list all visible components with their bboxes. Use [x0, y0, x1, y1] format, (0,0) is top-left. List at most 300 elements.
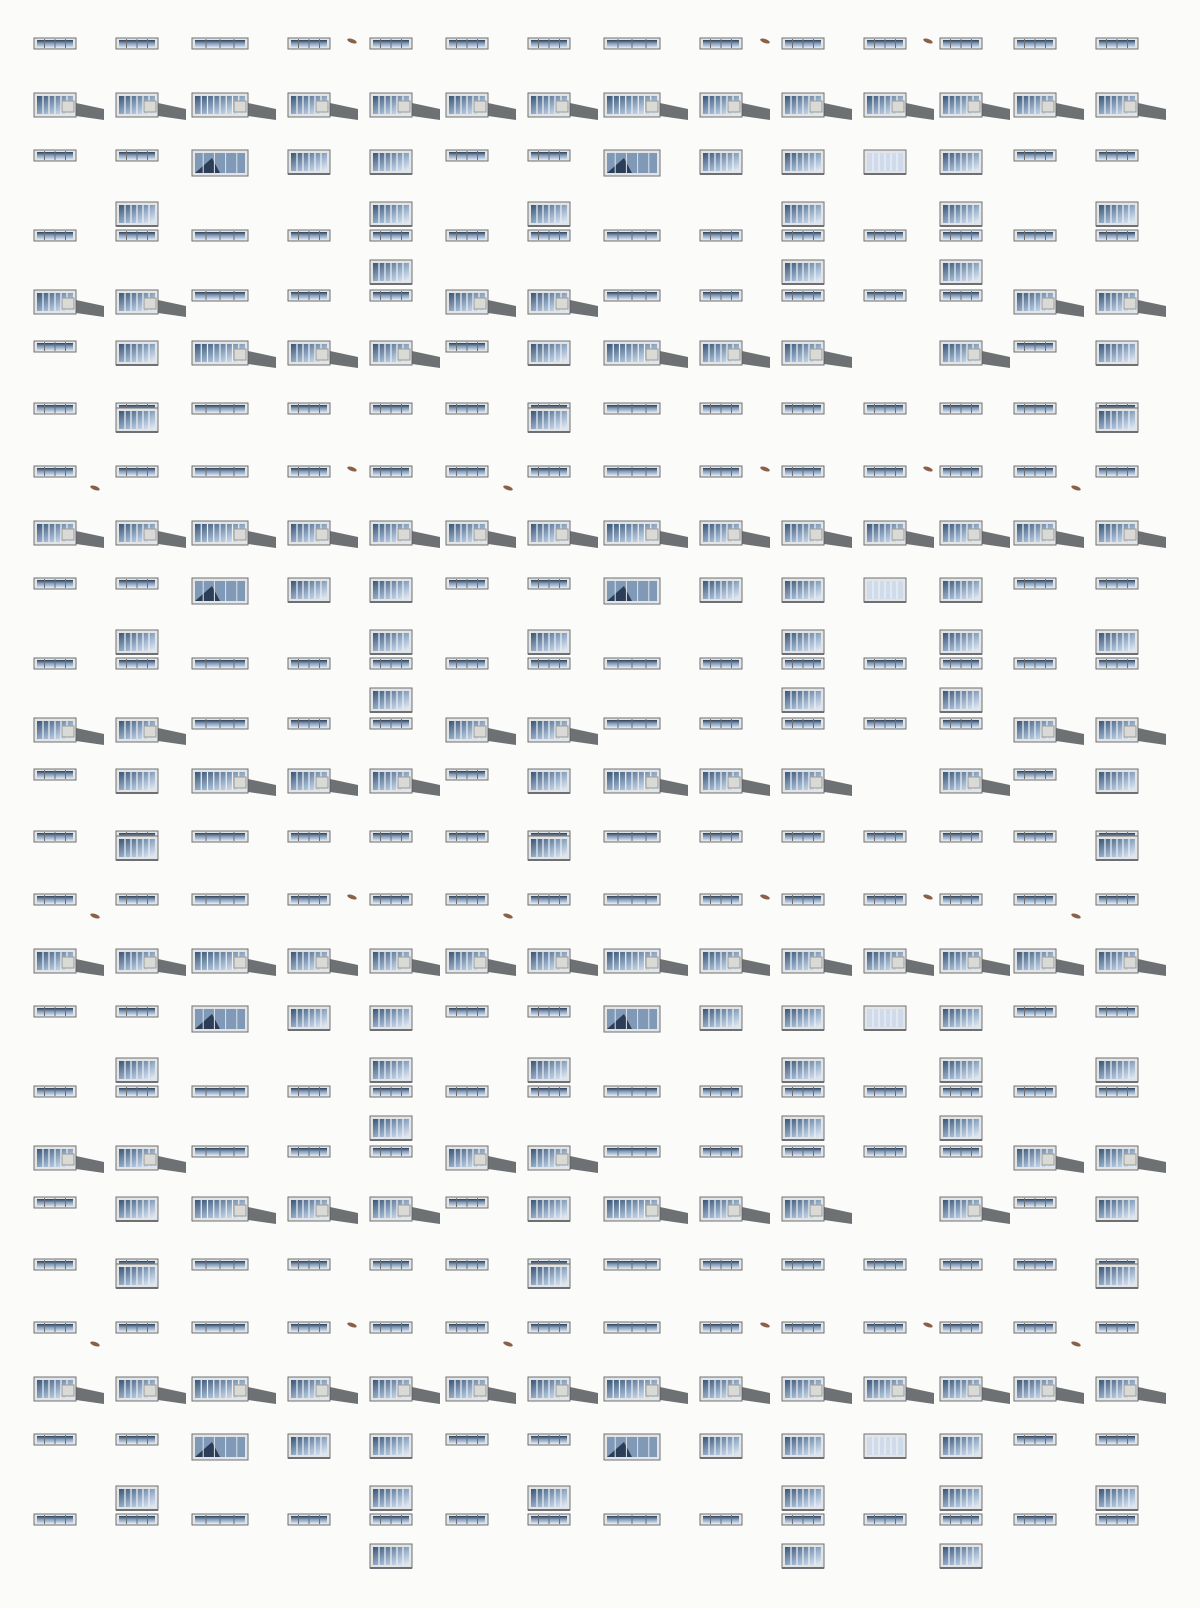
square-window — [116, 1486, 158, 1510]
narrow-window — [288, 658, 330, 669]
narrow-window — [864, 718, 906, 729]
square-window — [116, 836, 158, 860]
square-window — [1096, 341, 1138, 365]
ac-unit — [810, 777, 822, 788]
narrow-window — [940, 290, 982, 301]
ac-unit — [144, 298, 156, 309]
narrow-window — [782, 230, 824, 241]
ac-unit — [728, 101, 740, 112]
narrow-window — [288, 230, 330, 241]
narrow-window — [192, 1086, 248, 1097]
square-window — [940, 1116, 982, 1140]
narrow-window — [288, 1514, 330, 1525]
square-window — [940, 1434, 982, 1458]
ac-unit — [234, 1205, 246, 1216]
square-window — [700, 578, 742, 602]
narrow-window — [370, 831, 412, 842]
narrow-window — [34, 894, 76, 905]
ac-unit — [968, 1205, 980, 1216]
square-window — [864, 578, 906, 602]
narrow-window — [940, 466, 982, 477]
narrow-window — [1014, 1434, 1056, 1445]
narrow-window — [1014, 38, 1056, 49]
narrow-window — [604, 230, 660, 241]
narrow-window — [34, 1322, 76, 1333]
large-window — [604, 578, 660, 604]
square-window — [782, 1544, 824, 1568]
narrow-window — [34, 230, 76, 241]
narrow-window — [34, 466, 76, 477]
square-window — [370, 578, 412, 602]
ac-unit — [810, 957, 822, 968]
ac-unit — [234, 1385, 246, 1396]
ac-unit — [62, 529, 74, 540]
narrow-window — [34, 1086, 76, 1097]
ac-unit — [398, 1205, 410, 1216]
narrow-window — [370, 403, 412, 414]
square-window — [528, 1058, 570, 1082]
narrow-window — [700, 718, 742, 729]
narrow-window — [700, 1514, 742, 1525]
narrow-window — [116, 230, 158, 241]
narrow-window — [446, 1086, 488, 1097]
ac-unit — [144, 529, 156, 540]
narrow-window — [116, 578, 158, 589]
ac-unit — [316, 101, 328, 112]
narrow-window — [288, 38, 330, 49]
narrow-window — [1014, 1514, 1056, 1525]
narrow-window — [782, 1086, 824, 1097]
square-window — [940, 630, 982, 654]
narrow-window — [1014, 1259, 1056, 1270]
narrow-window — [528, 150, 570, 161]
square-window — [782, 1116, 824, 1140]
ac-unit — [646, 957, 658, 968]
ac-unit — [1042, 529, 1054, 540]
narrow-window — [604, 403, 660, 414]
ac-unit — [728, 529, 740, 540]
square-window — [940, 202, 982, 226]
ac-unit — [1042, 101, 1054, 112]
ac-unit — [474, 529, 486, 540]
narrow-window — [940, 831, 982, 842]
square-window — [782, 578, 824, 602]
ac-unit — [144, 1154, 156, 1165]
narrow-window — [1014, 1006, 1056, 1017]
narrow-window — [604, 1514, 660, 1525]
ac-unit — [144, 726, 156, 737]
narrow-window — [1096, 1086, 1138, 1097]
ac-unit — [474, 298, 486, 309]
ac-unit — [316, 529, 328, 540]
narrow-window — [864, 658, 906, 669]
square-window — [782, 260, 824, 284]
square-window — [288, 150, 330, 174]
narrow-window — [940, 1514, 982, 1525]
square-window — [1096, 836, 1138, 860]
narrow-window — [446, 1197, 488, 1208]
narrow-window — [1014, 1322, 1056, 1333]
narrow-window — [288, 403, 330, 414]
narrow-window — [864, 894, 906, 905]
square-window — [370, 1544, 412, 1568]
large-window — [192, 1006, 248, 1032]
narrow-window — [1096, 1514, 1138, 1525]
narrow-window — [604, 1146, 660, 1157]
narrow-window — [700, 1259, 742, 1270]
narrow-window — [370, 1146, 412, 1157]
narrow-window — [528, 1434, 570, 1445]
narrow-window — [1014, 1197, 1056, 1208]
narrow-window — [116, 1434, 158, 1445]
ac-unit — [62, 1154, 74, 1165]
square-window — [528, 1197, 570, 1221]
ac-unit — [398, 1385, 410, 1396]
ac-unit — [1042, 1154, 1054, 1165]
square-window — [782, 688, 824, 712]
narrow-window — [1014, 341, 1056, 352]
narrow-window — [700, 831, 742, 842]
narrow-window — [864, 831, 906, 842]
ac-unit — [892, 529, 904, 540]
narrow-window — [604, 894, 660, 905]
narrow-window — [446, 341, 488, 352]
narrow-window — [370, 1259, 412, 1270]
square-window — [528, 202, 570, 226]
narrow-window — [116, 1086, 158, 1097]
narrow-window — [864, 1146, 906, 1157]
narrow-window — [604, 1086, 660, 1097]
ac-unit — [728, 1385, 740, 1396]
ac-unit — [810, 349, 822, 360]
ac-unit — [556, 1154, 568, 1165]
ac-unit — [810, 1385, 822, 1396]
narrow-window — [1096, 38, 1138, 49]
ac-unit — [1124, 726, 1136, 737]
ac-unit — [968, 101, 980, 112]
narrow-window — [192, 718, 248, 729]
narrow-window — [34, 1514, 76, 1525]
square-window — [370, 1058, 412, 1082]
square-window — [782, 150, 824, 174]
narrow-window — [446, 769, 488, 780]
ac-unit — [62, 101, 74, 112]
narrow-window — [446, 466, 488, 477]
narrow-window — [192, 38, 248, 49]
ac-unit — [398, 529, 410, 540]
narrow-window — [34, 38, 76, 49]
ac-unit — [728, 1205, 740, 1216]
ac-unit — [556, 298, 568, 309]
square-window — [940, 1486, 982, 1510]
narrow-window — [34, 150, 76, 161]
ac-unit — [646, 1205, 658, 1216]
large-window — [604, 150, 660, 176]
square-window — [370, 1434, 412, 1458]
narrow-window — [782, 38, 824, 49]
narrow-window — [192, 1322, 248, 1333]
square-window — [782, 630, 824, 654]
narrow-window — [34, 658, 76, 669]
ac-unit — [810, 101, 822, 112]
square-window — [940, 1544, 982, 1568]
ac-unit — [1042, 957, 1054, 968]
narrow-window — [370, 1322, 412, 1333]
narrow-window — [782, 1514, 824, 1525]
narrow-window — [528, 894, 570, 905]
narrow-window — [34, 769, 76, 780]
ac-unit — [1124, 298, 1136, 309]
narrow-window — [288, 466, 330, 477]
ac-unit — [398, 101, 410, 112]
narrow-window — [1014, 150, 1056, 161]
square-window — [288, 1006, 330, 1030]
narrow-window — [1014, 230, 1056, 241]
narrow-window — [604, 466, 660, 477]
ac-unit — [234, 349, 246, 360]
narrow-window — [782, 1322, 824, 1333]
ac-unit — [968, 349, 980, 360]
narrow-window — [116, 150, 158, 161]
narrow-window — [700, 1322, 742, 1333]
ac-unit — [144, 1385, 156, 1396]
narrow-window — [446, 403, 488, 414]
large-window — [192, 1434, 248, 1460]
square-window — [370, 1116, 412, 1140]
square-window — [1096, 1486, 1138, 1510]
narrow-window — [288, 1322, 330, 1333]
narrow-window — [940, 403, 982, 414]
ac-unit — [62, 957, 74, 968]
narrow-window — [1096, 230, 1138, 241]
square-window — [528, 836, 570, 860]
narrow-window — [864, 1322, 906, 1333]
ac-unit — [62, 726, 74, 737]
square-window — [116, 1058, 158, 1082]
narrow-window — [288, 1146, 330, 1157]
ac-unit — [728, 957, 740, 968]
narrow-window — [192, 894, 248, 905]
narrow-window — [864, 38, 906, 49]
square-window — [1096, 630, 1138, 654]
square-window — [864, 1434, 906, 1458]
ac-unit — [556, 101, 568, 112]
narrow-window — [446, 831, 488, 842]
narrow-window — [34, 578, 76, 589]
ac-unit — [1042, 298, 1054, 309]
narrow-window — [1014, 658, 1056, 669]
square-window — [700, 150, 742, 174]
narrow-window — [782, 658, 824, 669]
ac-unit — [810, 1205, 822, 1216]
narrow-window — [1096, 578, 1138, 589]
narrow-window — [700, 403, 742, 414]
narrow-window — [370, 230, 412, 241]
narrow-window — [782, 403, 824, 414]
square-window — [370, 150, 412, 174]
narrow-window — [370, 290, 412, 301]
ac-unit — [968, 529, 980, 540]
square-window — [370, 260, 412, 284]
ac-unit — [234, 529, 246, 540]
ac-unit — [144, 957, 156, 968]
narrow-window — [446, 1322, 488, 1333]
square-window — [288, 578, 330, 602]
square-window — [940, 1006, 982, 1030]
narrow-window — [782, 831, 824, 842]
narrow-window — [700, 38, 742, 49]
ac-unit — [474, 957, 486, 968]
square-window — [864, 1006, 906, 1030]
ac-unit — [646, 101, 658, 112]
narrow-window — [528, 1514, 570, 1525]
ac-unit — [728, 349, 740, 360]
narrow-window — [700, 658, 742, 669]
ac-unit — [646, 777, 658, 788]
narrow-window — [1014, 578, 1056, 589]
ac-unit — [646, 1385, 658, 1396]
narrow-window — [940, 894, 982, 905]
ac-unit — [892, 101, 904, 112]
large-window — [604, 1434, 660, 1460]
narrow-window — [34, 403, 76, 414]
narrow-window — [370, 894, 412, 905]
narrow-window — [864, 1086, 906, 1097]
narrow-window — [528, 466, 570, 477]
narrow-window — [1014, 769, 1056, 780]
narrow-window — [604, 290, 660, 301]
ac-unit — [144, 101, 156, 112]
narrow-window — [700, 466, 742, 477]
narrow-window — [192, 466, 248, 477]
ac-unit — [316, 777, 328, 788]
ac-unit — [810, 529, 822, 540]
ac-unit — [474, 101, 486, 112]
large-window — [192, 150, 248, 176]
ac-unit — [1124, 957, 1136, 968]
square-window — [782, 1434, 824, 1458]
narrow-window — [782, 718, 824, 729]
ac-unit — [316, 1385, 328, 1396]
narrow-window — [864, 1514, 906, 1525]
ac-unit — [968, 777, 980, 788]
ac-unit — [234, 101, 246, 112]
square-window — [940, 260, 982, 284]
narrow-window — [116, 38, 158, 49]
narrow-window — [1014, 466, 1056, 477]
narrow-window — [446, 230, 488, 241]
square-window — [1096, 408, 1138, 432]
ac-unit — [556, 529, 568, 540]
square-window — [782, 1006, 824, 1030]
narrow-window — [446, 894, 488, 905]
narrow-window — [288, 290, 330, 301]
narrow-window — [1014, 1086, 1056, 1097]
ac-unit — [234, 957, 246, 968]
narrow-window — [288, 1259, 330, 1270]
narrow-window — [446, 150, 488, 161]
square-window — [864, 150, 906, 174]
ac-unit — [1042, 726, 1054, 737]
square-window — [288, 1434, 330, 1458]
narrow-window — [700, 894, 742, 905]
narrow-window — [1014, 403, 1056, 414]
square-window — [116, 202, 158, 226]
square-window — [1096, 1058, 1138, 1082]
narrow-window — [782, 290, 824, 301]
narrow-window — [370, 718, 412, 729]
ac-unit — [968, 957, 980, 968]
large-window — [192, 578, 248, 604]
narrow-window — [1096, 466, 1138, 477]
narrow-window — [446, 1259, 488, 1270]
narrow-window — [864, 290, 906, 301]
narrow-window — [940, 1259, 982, 1270]
square-window — [1096, 202, 1138, 226]
narrow-window — [1096, 1006, 1138, 1017]
square-window — [116, 1264, 158, 1288]
narrow-window — [192, 1146, 248, 1157]
square-window — [370, 1006, 412, 1030]
narrow-window — [782, 894, 824, 905]
narrow-window — [782, 466, 824, 477]
ac-unit — [556, 957, 568, 968]
square-window — [116, 769, 158, 793]
narrow-window — [604, 38, 660, 49]
narrow-window — [370, 658, 412, 669]
ac-unit — [1124, 529, 1136, 540]
narrow-window — [192, 403, 248, 414]
square-window — [370, 630, 412, 654]
square-window — [370, 1486, 412, 1510]
narrow-window — [288, 894, 330, 905]
narrow-window — [192, 230, 248, 241]
narrow-window — [34, 831, 76, 842]
narrow-window — [604, 1322, 660, 1333]
ac-unit — [968, 1385, 980, 1396]
square-window — [528, 630, 570, 654]
square-window — [700, 1006, 742, 1030]
square-window — [116, 408, 158, 432]
ac-unit — [892, 1385, 904, 1396]
square-window — [116, 341, 158, 365]
narrow-window — [370, 1514, 412, 1525]
square-window — [700, 1434, 742, 1458]
narrow-window — [528, 658, 570, 669]
narrow-window — [34, 1259, 76, 1270]
ac-unit — [316, 1205, 328, 1216]
large-window — [604, 1006, 660, 1032]
narrow-window — [192, 1514, 248, 1525]
ac-unit — [62, 298, 74, 309]
narrow-window — [34, 1006, 76, 1017]
narrow-window — [116, 894, 158, 905]
narrow-window — [116, 466, 158, 477]
narrow-window — [940, 658, 982, 669]
narrow-window — [528, 38, 570, 49]
square-window — [528, 341, 570, 365]
square-window — [782, 1058, 824, 1082]
ac-unit — [398, 957, 410, 968]
narrow-window — [116, 658, 158, 669]
square-window — [940, 150, 982, 174]
narrow-window — [782, 1146, 824, 1157]
narrow-window — [1096, 658, 1138, 669]
ac-unit — [474, 1385, 486, 1396]
narrow-window — [34, 1197, 76, 1208]
square-window — [528, 769, 570, 793]
narrow-window — [116, 1006, 158, 1017]
